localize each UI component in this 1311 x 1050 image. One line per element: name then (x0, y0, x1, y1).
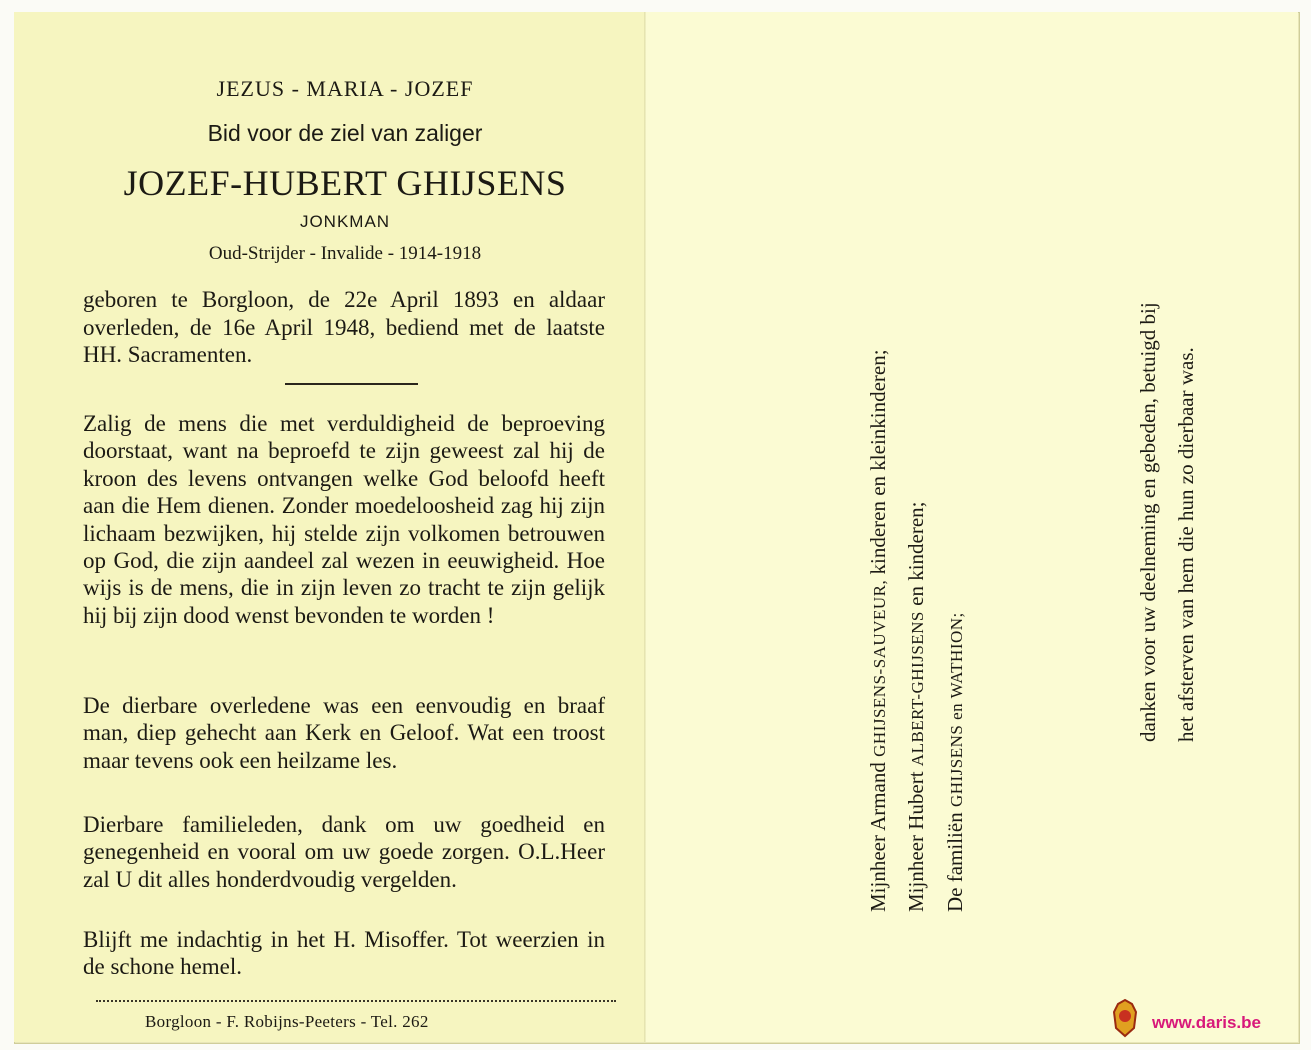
thanks-line-4: danken voor uw deelneming en gebeden, betuigd bij (1136, 302, 1160, 742)
prayer-line: Bid voor de ziel van zaliger (207, 120, 483, 146)
divider (285, 383, 418, 385)
invocation: JEZUS - MARIA - JOZEF (216, 76, 474, 101)
deceased-paragraph: De dierbare overledene was een eenvoudig en braaf man, diep gehecht aan Kerk en Geloof. Wat een troost maar tevens ook een heilzame les. (83, 693, 605, 773)
printer-credit: Borgloon - F. Robijns-Peeters - Tel. 262 (145, 1012, 429, 1031)
watermark-link[interactable]: www.daris.be (1152, 1013, 1261, 1032)
thanks-line-1: Mijnheer Armand GHIJSENS-SAUVEUR, kinderen en kleinkinderen; (866, 349, 890, 912)
civil-status: JONKMAN (299, 212, 391, 231)
service-record: Oud-Strijder - Invalide - 1914-1918 (208, 243, 482, 264)
family-paragraph: Dierbare familieleden, dank om uw goedheid en genegenheid en vooral om uw goede zorgen. O.L.Heer zal U dit alles honderdvoudig vergelden. (83, 812, 605, 892)
dotted-divider (96, 1000, 616, 1002)
mass-paragraph: Blijft me indachtig in het H. Misoffer. Tot weerzien in de schone hemel. (83, 927, 605, 980)
birth-death-text: geboren te Borgloon, de 22e April 1893 en aldaar overleden, de 16e April 1948, bediend met de laatste HH. Sacramenten. (83, 287, 605, 367)
crest-icon (1110, 998, 1140, 1038)
quote-paragraph: Zalig de mens die met verduldigheid de beproeving doorstaat, want na beproefd te zijn geweest zal hij de kroon des levens ontvangen welke God beloofd heeft aan die Hem dienen. Zonder moedeloosheid zag hij zijn lichaam bezwijken, hij stelde zijn volkomen betrouwen op God, die zijn aandeel zal wezen in eeuwigheid. Hoe wijs is de mens, die in zijn leven zo tracht te zijn gelijk hij bij zijn dood wenst bevonden te worden ! (83, 411, 605, 628)
thanks-line-5: het afsterven van hem die hun zo dierbaar was. (1174, 347, 1198, 742)
thanks-line-2: Mijnheer Hubert ALBERT-GHIJSENS en kinderen; (904, 501, 928, 912)
right-panel (646, 12, 1298, 1042)
thanks-line-3: De familiën GHIJSENS en WATHION; (943, 612, 967, 912)
deceased-name: JOZEF-HUBERT GHIJSENS (123, 163, 567, 203)
